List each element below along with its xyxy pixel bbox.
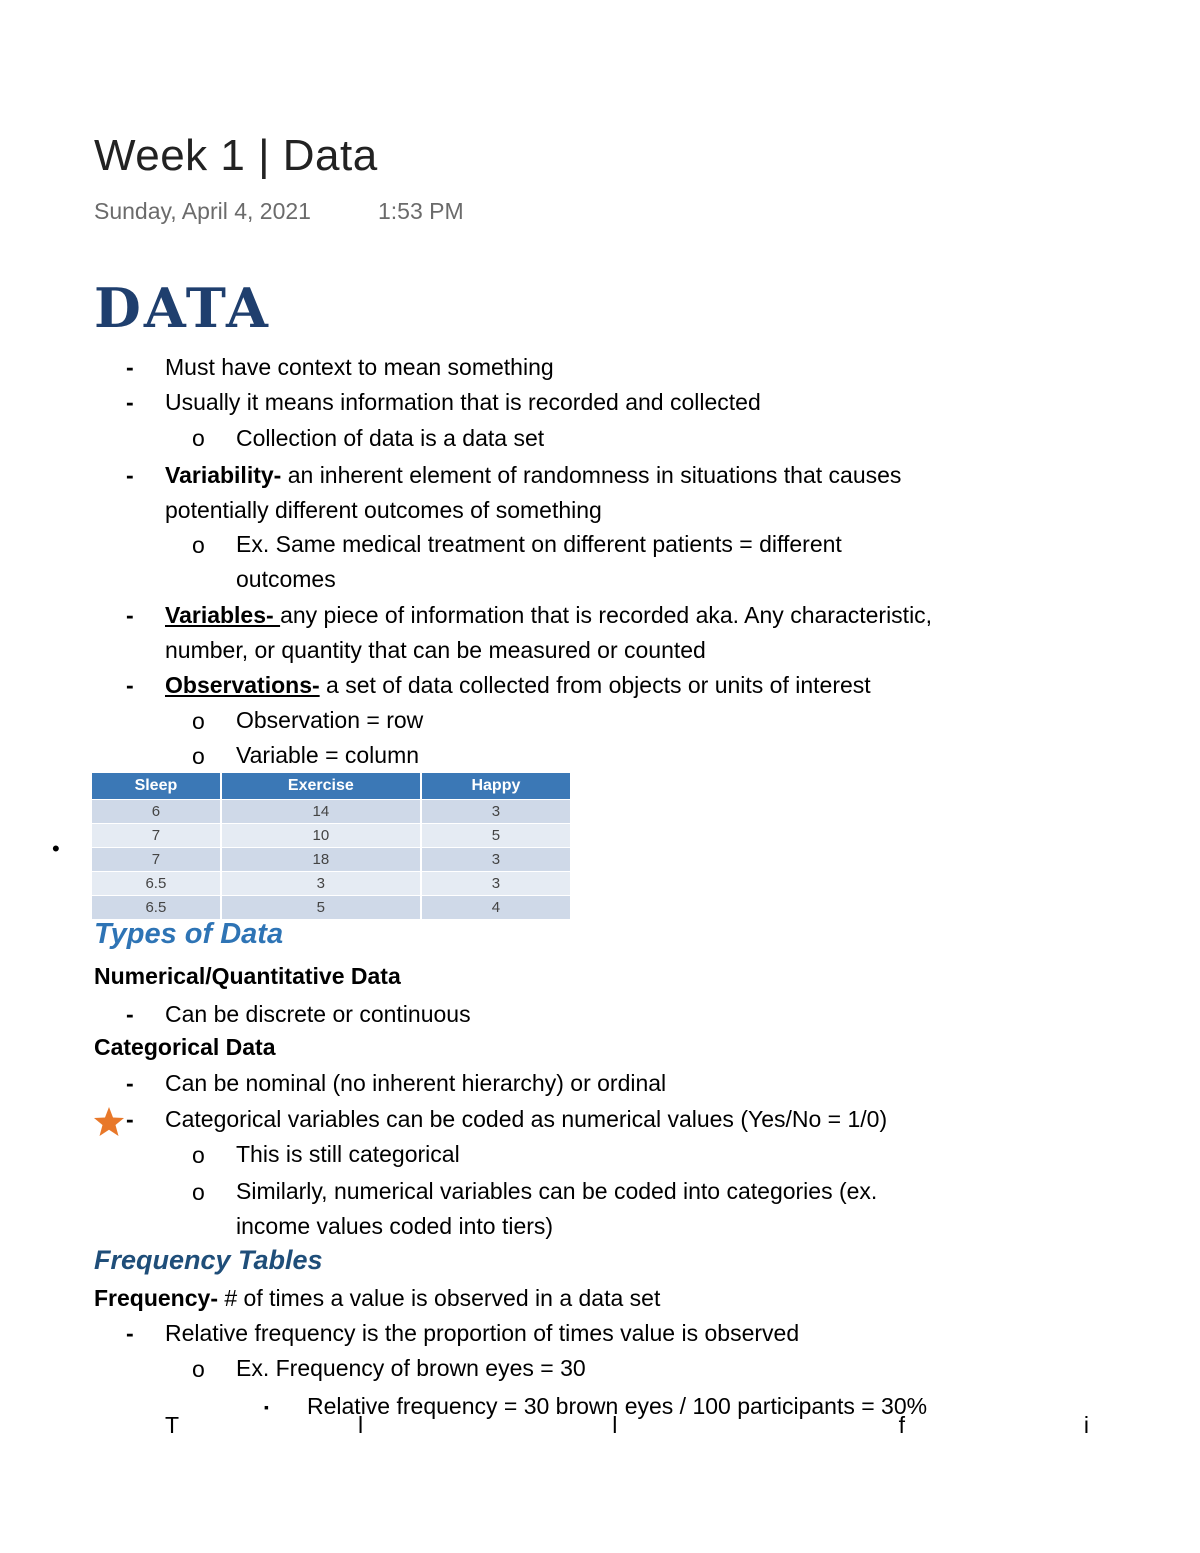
bullet-dash: - [126, 1001, 134, 1027]
bullet-dash: - [126, 462, 134, 488]
sub-bullet-text: Similarly, numerical variables can be coded into categories (ex. [236, 1178, 878, 1204]
table-cell: 6 [92, 800, 221, 824]
table-cell: 6.5 [92, 872, 221, 896]
definition-text: # of times a value is observed in a data set [217, 1285, 661, 1311]
frequency-definition [94, 1283, 660, 1313]
column-header: Exercise [221, 773, 421, 800]
table-cell: 3 [421, 800, 571, 824]
bullet-dash: - [126, 672, 134, 698]
bullet-dash: - [126, 1320, 134, 1346]
square-bullet: ▪ [264, 1399, 269, 1415]
note-time: 1:53 PM [378, 198, 464, 224]
sub-bullet-circle: o [192, 425, 205, 451]
bullet-dash: - [126, 1070, 134, 1096]
table-cell: 14 [221, 800, 421, 824]
bullet-text: Usually it means information that is recorded and collected [165, 389, 761, 415]
term-variability: Variability- [165, 462, 282, 488]
data-heading: DATA [94, 276, 271, 340]
bullet-dot-icon: • [52, 836, 60, 861]
note-date: Sunday, April 4, 2021 [94, 198, 311, 224]
data-table [92, 773, 572, 919]
definition-text: any piece of information that is recorded aka. Any characteristic, [280, 602, 933, 628]
sub-bullet-circle: o [192, 532, 205, 558]
column-header: Happy [421, 773, 571, 800]
sub-bullet-circle: o [192, 708, 205, 734]
bullet-dash: - [126, 389, 134, 415]
table-cell: 7 [92, 848, 221, 872]
table-cell: 5 [221, 896, 421, 920]
table-cell: 5 [421, 824, 571, 848]
table-cell: 3 [221, 872, 421, 896]
numerical-data-heading: Numerical/Quantitative Data [94, 963, 401, 989]
table-cell: 4 [421, 896, 571, 920]
bullet-text [165, 670, 871, 700]
sub-bullet-text: Observation = row [236, 707, 424, 733]
term-variables: Variables- [165, 602, 281, 628]
sub-bullet-text: Variable = column [236, 742, 420, 768]
table-cell: 7 [92, 824, 221, 848]
table-cell: 10 [221, 824, 421, 848]
bullet-text: Can be discrete or continuous [165, 1001, 471, 1027]
sub-bullet-text: Collection of data is a data set [236, 425, 545, 451]
frequency-tables-heading: Frequency Tables [94, 1245, 323, 1275]
sub-bullet-circle: o [192, 743, 205, 769]
bullet-text [165, 460, 901, 490]
sub-bullet-text: This is still categorical [236, 1141, 460, 1167]
column-header: Sleep [92, 773, 221, 800]
bullet-dash: - [126, 354, 134, 380]
star-icon [93, 1106, 125, 1138]
definition-text: a set of data collected from objects or units of interest [319, 672, 871, 698]
bullet-text-continued: potentially different outcomes of something [165, 497, 602, 523]
bullet-text [165, 600, 932, 630]
categorical-data-heading: Categorical Data [94, 1034, 276, 1060]
table-cell: 3 [421, 872, 571, 896]
bullet-dash: - [126, 1106, 134, 1132]
sub-bullet-text-continued: income values coded into tiers) [236, 1213, 554, 1239]
page-title: Week 1 | Data [94, 131, 378, 180]
bullet-text: Can be nominal (no inherent hierarchy) or ordinal [165, 1070, 667, 1096]
sub-sub-bullet-text: Relative frequency = 30 brown eyes / 100 participants = 30% [307, 1393, 928, 1419]
definition-text: an inherent element of randomness in situations that causes [281, 462, 902, 488]
sub-bullet-circle: o [192, 1142, 205, 1168]
table-cell: 18 [221, 848, 421, 872]
sub-bullet-circle: o [192, 1356, 205, 1382]
table-row [92, 824, 571, 848]
table-row [92, 896, 571, 920]
bullet-text: Categorical variables can be coded as numerical values (Yes/No = 1/0) [165, 1106, 888, 1132]
table-header-row [92, 773, 571, 800]
table-cell: 3 [421, 848, 571, 872]
table-row [92, 848, 571, 872]
sub-bullet-text: Ex. Frequency of brown eyes = 30 [236, 1355, 586, 1381]
table-row [92, 800, 571, 824]
table-cell: 6.5 [92, 896, 221, 920]
sub-bullet-text-continued: outcomes [236, 566, 336, 592]
term-observations: Observations- [165, 672, 320, 698]
table-row [92, 872, 571, 896]
bullet-text: Relative frequency is the proportion of times value is observed [165, 1320, 800, 1346]
sub-bullet-text: Ex. Same medical treatment on different patients = different [236, 531, 842, 557]
sub-bullet-circle: o [192, 1179, 205, 1205]
types-of-data-heading: Types of Data [94, 918, 284, 950]
bullet-text: Must have context to mean something [165, 354, 554, 380]
bullet-dash: - [126, 602, 134, 628]
term-frequency: Frequency- [94, 1285, 218, 1311]
cut-off-line: T l l f i [165, 1412, 1089, 1438]
bullet-text-continued: number, or quantity that can be measured or counted [165, 637, 706, 663]
